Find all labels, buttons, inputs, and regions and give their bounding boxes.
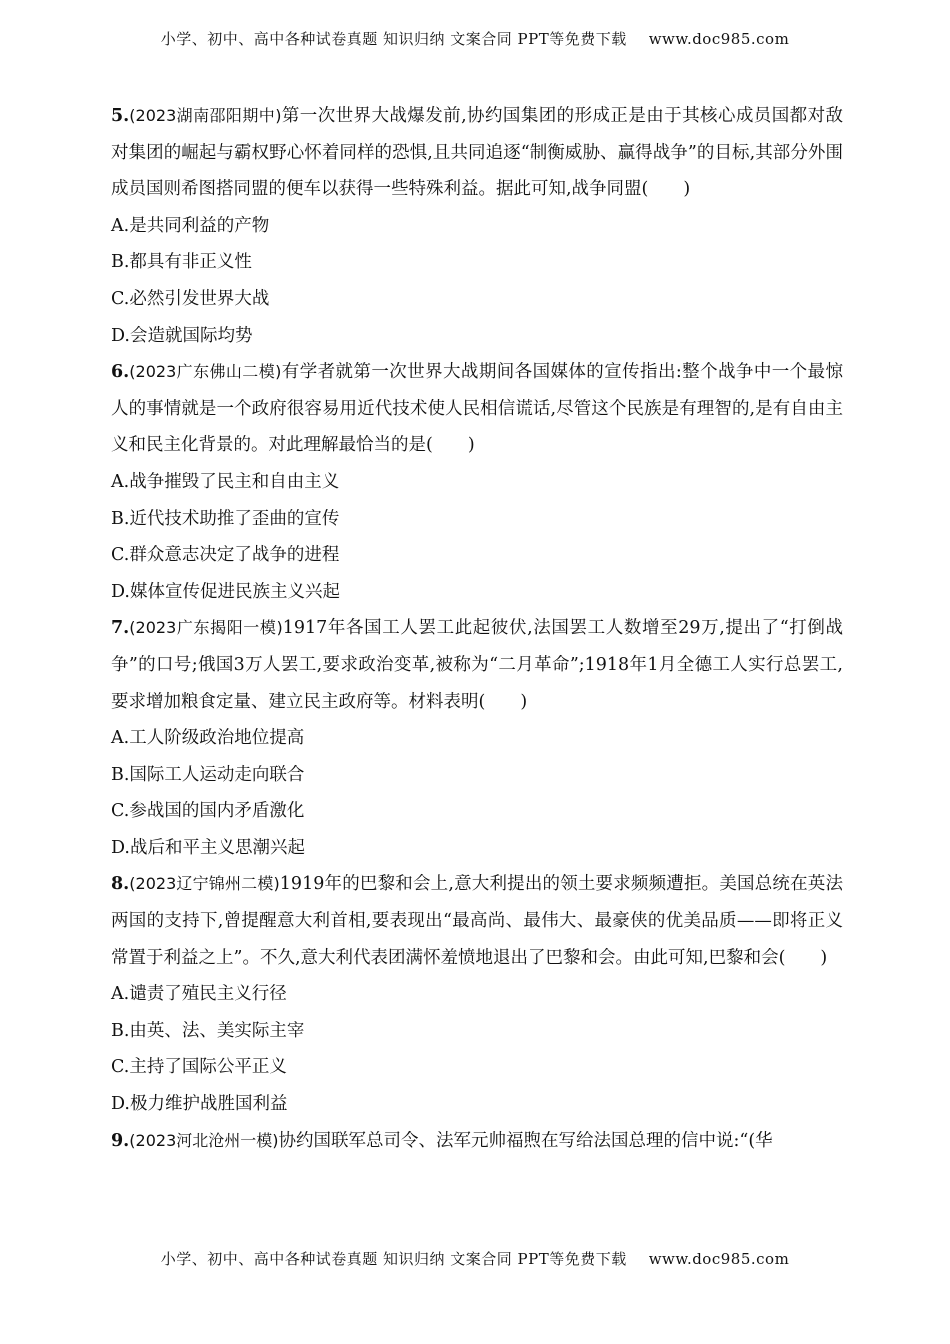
footer-text: 小学、初中、高中各种试卷真题 知识归纳 文案合同 PPT等免费下载: [160, 1250, 627, 1268]
option-d: D.战后和平主义思潮兴起: [111, 837, 305, 858]
question-5: [111, 98, 843, 354]
option-b: B.近代技术助推了歪曲的宣传: [111, 508, 340, 529]
page-header: [0, 28, 950, 49]
question-source: (2023广东揭阳一模): [129, 618, 283, 638]
question-number: 5.: [111, 106, 130, 126]
option-a: A.谴责了殖民主义行径: [111, 984, 287, 1005]
option-d: D.媒体宣传促进民族主义兴起: [111, 581, 340, 602]
question-source: (2023广东佛山二模): [129, 362, 282, 382]
question-7: [111, 610, 843, 866]
option-d: D.极力维护战胜国利益: [111, 1094, 288, 1115]
option-b: B.国际工人运动走向联合: [111, 764, 305, 785]
question-number: 8.: [111, 874, 130, 895]
option-c: C.群众意志决定了战争的进程: [111, 545, 340, 566]
question-stem: [111, 98, 843, 208]
page-footer: [0, 1248, 950, 1269]
option-a: A.工人阶级政治地位提高: [111, 728, 305, 749]
header-site-link[interactable]: www.doc985.com: [648, 30, 790, 48]
question-text: 1919年的巴黎和会上,意大利提出的领土要求频频遭拒。美国总统在英法两国的支持下,曾提醒意大利首相,要表现出“最高尚、最伟大、最豪侠的优美品质——即将正义常置于利益之上”。不久,意大利代表团满怀羞愤地退出了巴黎和会。由此可知,巴黎和会( ): [111, 874, 843, 968]
question-text: 1917年各国工人罢工此起彼伏,法国罢工人数增至29万,提出了“打倒战争”的口号;俄国3万人罢工,要求政治变革,被称为“二月革命”;1918年1月全德工人实行总罢工,要求增加粮食定量、建立民主政府等。材料表明( ): [111, 618, 843, 712]
question-text: 有学者就第一次世界大战期间各国媒体的宣传指出:整个战争中一个最惊人的事情就是一个政府很容易用近代技术使人民相信谎话,尽管这个民族是有理智的,是有自由主义和民主化背景的。对此理解最恰当的是( ): [111, 362, 843, 456]
question-stem: [111, 610, 843, 720]
option-c: C.必然引发世界大战: [111, 288, 270, 309]
header-text: 小学、初中、高中各种试卷真题 知识归纳 文案合同 PPT等免费下载: [160, 30, 627, 48]
question-source: (2023湖南邵阳期中): [129, 106, 282, 125]
option-d: D.会造就国际均势: [111, 325, 253, 346]
option-b: B.由英、法、美实际主宰: [111, 1020, 305, 1041]
option-a: A.是共同利益的产物: [111, 215, 270, 236]
question-number: 7.: [111, 618, 130, 639]
option-c: C.参战国的国内矛盾激化: [111, 801, 305, 822]
option-c: C.主持了国际公平正义: [111, 1057, 287, 1078]
question-source: (2023辽宁锦州二模): [129, 874, 280, 894]
question-9: [111, 1123, 843, 1160]
footer-site-link[interactable]: www.doc985.com: [648, 1250, 790, 1268]
question-stem: [111, 1123, 843, 1160]
question-list: [111, 98, 843, 1159]
question-6: [111, 354, 843, 610]
question-text: 第一次世界大战爆发前,协约国集团的形成正是由于其核心成员国都对敌对集团的崛起与霸权野心怀着同样的恐惧,且共同追逐“制衡威胁、赢得战争”的目标,其部分外围成员国则希图搭同盟的便车以获得一些特殊利益。据此可知,战争同盟( ): [111, 106, 843, 200]
question-stem: [111, 354, 843, 464]
option-a: A.战争摧毁了民主和自由主义: [111, 471, 340, 492]
question-number: 6.: [111, 362, 130, 383]
question-source: (2023河北沧州一模): [129, 1130, 279, 1150]
question-stem: [111, 866, 843, 976]
question-8: [111, 866, 843, 1122]
question-text: 协约国联军总司令、法军元帅福煦在写给法国总理的信中说:“(华: [278, 1130, 773, 1151]
question-number: 9.: [111, 1130, 130, 1151]
option-b: B.都具有非正义性: [111, 252, 252, 273]
